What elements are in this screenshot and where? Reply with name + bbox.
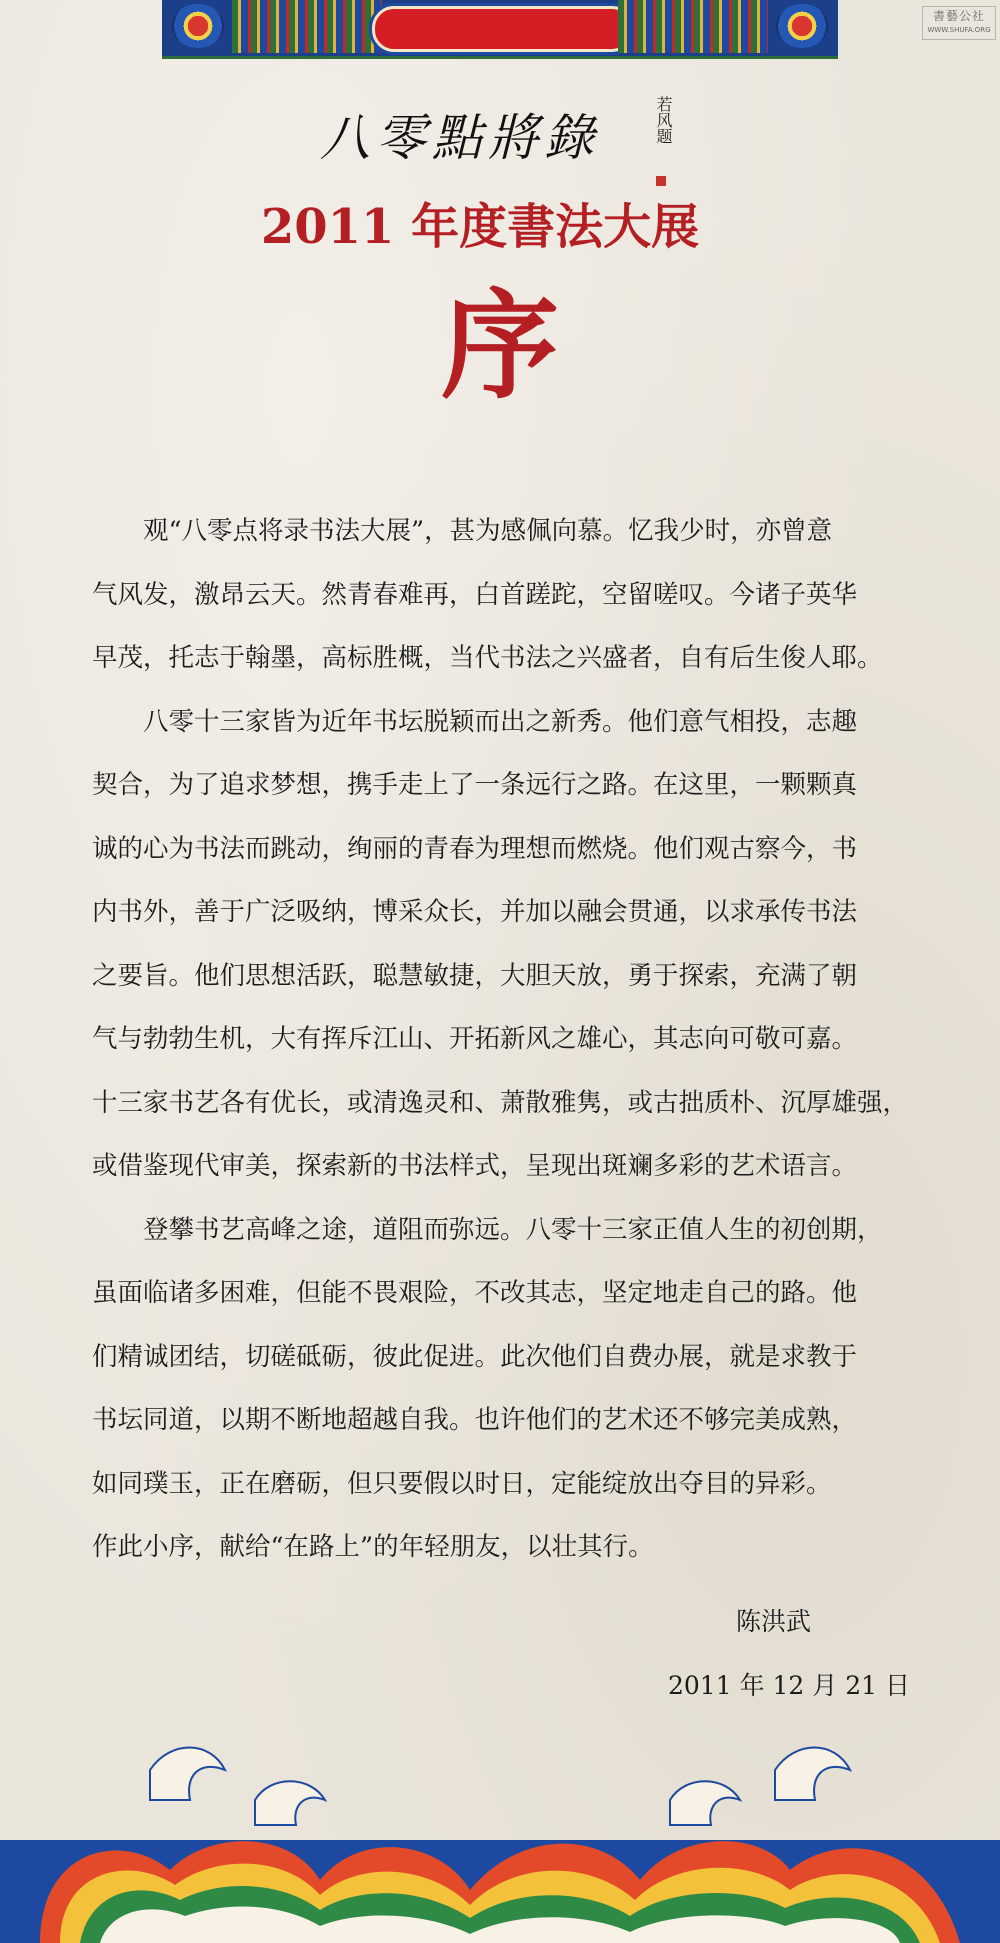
body-line: 之要旨。他们思想活跃，聪慧敏捷，大胆天放，勇于探索，充满了朝: [92, 960, 858, 991]
preface-body: [92, 500, 908, 1580]
author-signature: 陈洪武: [736, 1607, 812, 1636]
body-line: 十三家书艺各有优长，或清逸灵和、萧散雅隽，或古拙质朴、沉厚雄强，: [92, 1087, 909, 1118]
sea-wave-ornament: [0, 1730, 1000, 1943]
body-line: 虽面临诸多困难，但能不畏艰险，不改其志，坚定地走自己的路。他: [92, 1278, 858, 1308]
medallion-right-icon: [776, 4, 828, 48]
band-stripe-right: [618, 0, 768, 53]
logo-cn-text: 書藝公社: [932, 9, 985, 23]
body-line: 观“八零点将录书法大展”，甚为感佩向慕。忆我少时，亦曾意: [92, 516, 833, 546]
medallion-left-icon: [172, 4, 224, 48]
preface-date: 2011 年 12 月 21 日: [668, 1671, 910, 1700]
body-line: 如同璞玉，正在磨砺，但只要假以时日，定能绽放出夺目的异彩。: [92, 1468, 832, 1499]
red-cartouche: [372, 6, 634, 52]
body-line: 诚的心为书法而跳动，绚丽的青春为理想而燃烧。他们观古察今，书: [92, 833, 858, 864]
body-line: 内书外，善于广泛吸纳，博采众长，并加以融会贯通，以求承传书法: [92, 897, 858, 927]
body-line: 早茂，托志于翰墨，高标胜概，当代书法之兴盛者，自有后生俊人耶。: [92, 643, 883, 673]
calligraphy-inscription: 若风题: [654, 96, 673, 144]
body-line: 八零十三家皆为近年书坛脱颖而出之新秀。他们意气相投，志趣: [92, 706, 858, 737]
body-line: 们精诚团结，切磋砥砺，彼此促进。此次他们自费办展，就是求教于: [92, 1341, 858, 1372]
top-ornamental-band: [162, 0, 838, 59]
body-line: 作此小序，献给“在路上”的年轻朋友，以壮其行。: [92, 1532, 654, 1562]
body-line: 气与勃勃生机，大有挥斥江山、开拓新风之雄心，其志向可敬可嘉。: [92, 1024, 858, 1054]
body-line: 气风发，激昂云天。然青春难再，白首蹉跎，空留嗟叹。今诸子英华: [92, 579, 858, 610]
logo-en-text: WWW.SHUFA.ORG: [927, 26, 991, 34]
exhibition-title: 2011 年度書法大展: [260, 199, 700, 255]
preface-heading: 序: [440, 276, 559, 415]
calligraphy-title: 八零點將錄: [320, 109, 600, 167]
body-line: 或借鉴现代审美，探索新的书法样式，呈现出斑斓多彩的艺术语言。: [92, 1151, 858, 1181]
band-stripe-left: [232, 0, 382, 53]
site-logo[interactable]: [922, 6, 996, 40]
body-line: 登攀书艺高峰之途，道阻而弥远。八零十三家正值人生的初创期，: [92, 1214, 883, 1245]
body-line: 书坛同道，以期不断地超越自我。也许他们的艺术还不够完美成熟，: [92, 1405, 858, 1435]
red-seal-icon: [656, 176, 666, 186]
body-line: 契合，为了追求梦想，携手走上了一条远行之路。在这里，一颗颗真: [92, 770, 858, 800]
